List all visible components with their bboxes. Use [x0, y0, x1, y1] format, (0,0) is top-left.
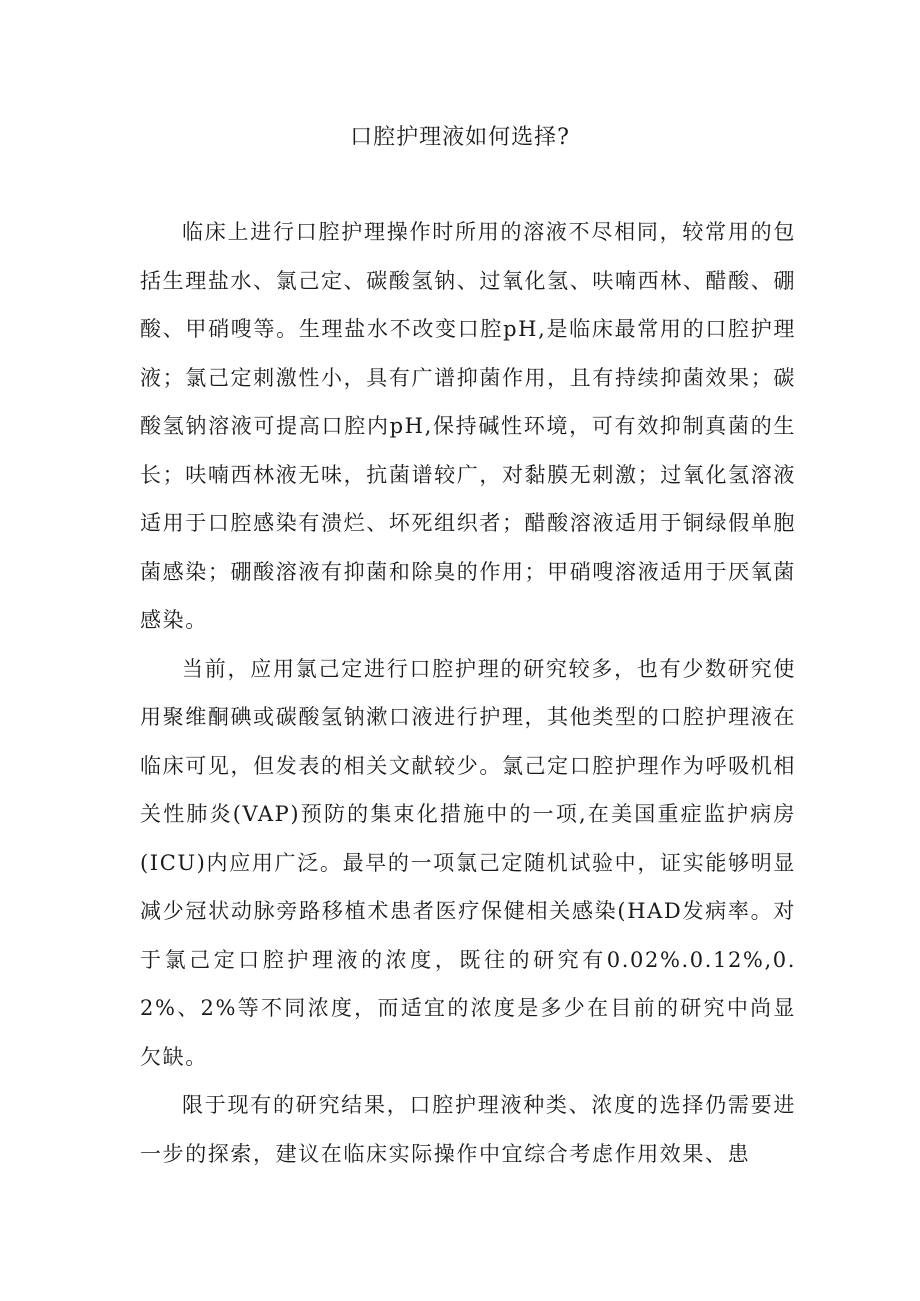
- paragraph-recommendation: 限于现有的研究结果，口腔护理液种类、浓度的选择仍需要进一步的探索，建议在临床实际操作中宜综合考虑作用效果、患: [140, 1093, 796, 1166]
- document-title: 口腔护理液如何选择?: [350, 125, 570, 150]
- document-body: [140, 208, 796, 1178]
- paragraph-chlorhexidine-research: 当前，应用氯己定进行口腔护理的研究较多，也有少数研究使用聚维酮碘或碳酸氢钠漱口液进行护理，其他类型的口腔护理液在临床可见，但发表的相关文献较少。氯己定口腔护理作为呼吸机相关性肺炎(VAP)预防的集束化措施中的一项,在美国重症监护病房(ICU)内应用广泛。最早的一项氯己定随机试验中，证实能够明显减少冠状动脉旁路移植术患者医疗保健相关感染(HAD发病率。对于氯己定口腔护理液的浓度，既往的研究有0.02%.0.12%,0.2%、2%等不同浓度，而适宜的浓度是多少在目前的研究中尚显欠缺。: [140, 656, 796, 1069]
- paragraph-solutions-overview: 临床上进行口腔护理操作时所用的溶液不尽相同，较常用的包括生理盐水、氯己定、碳酸氢钠、过氧化氢、呋喃西林、醋酸、硼酸、甲硝嗖等。生理盐水不改变口腔pH,是临床最常用的口腔护理液；氯己定刺激性小，具有广谱抑菌作用，且有持续抑菌效果；碳酸氢钠溶液可提高口腔内pH,保持碱性环境，可有效抑制真菌的生长；呋喃西林液无味，抗菌谱较广，对黏膜无刺激；过氧化氢溶液适用于口腔感染有溃烂、坏死组织者；醋酸溶液适用于铜绿假单胞菌感染；硼酸溶液有抑菌和除臭的作用；甲硝嗖溶液适用于厌氧菌感染。: [140, 220, 796, 632]
